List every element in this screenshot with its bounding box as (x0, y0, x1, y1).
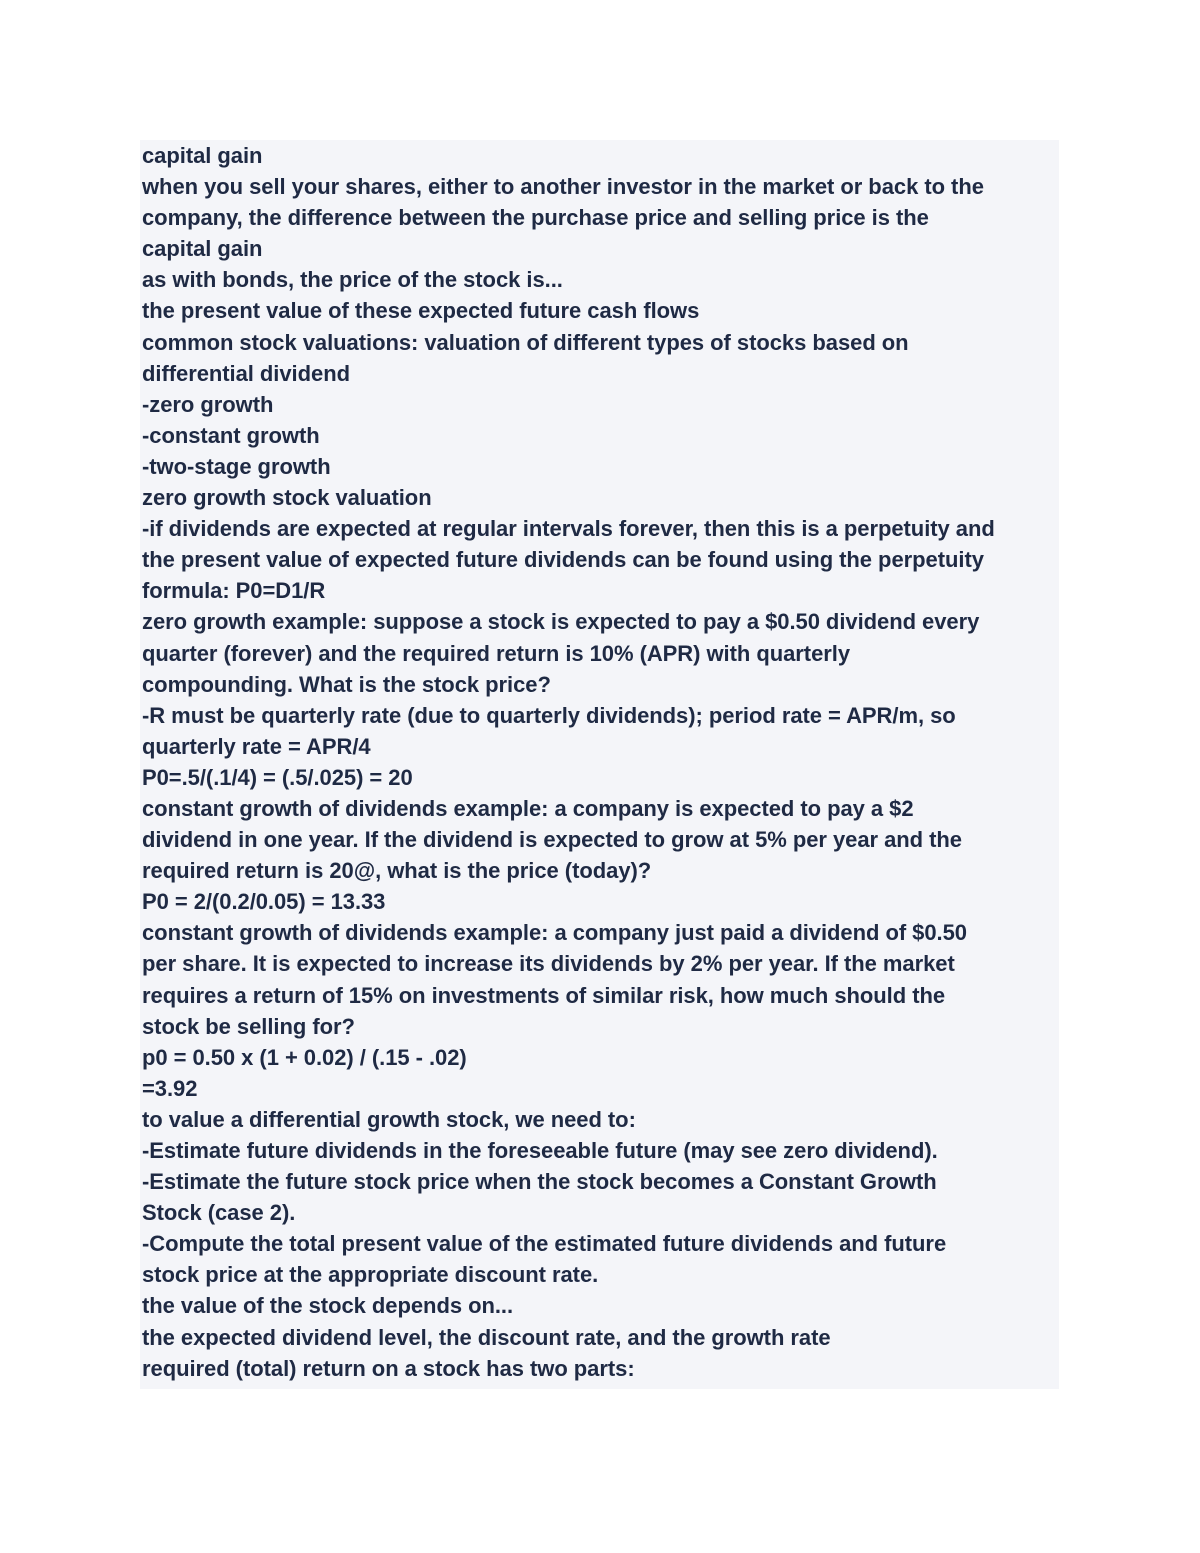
text-line: constant growth of dividends example: a company is expected to pay a $2 (142, 795, 914, 821)
text-line: formula: P0=D1/R (142, 578, 326, 604)
text-line: when you sell your shares, either to another investor in the market or back to the (142, 174, 984, 200)
text-line: compounding. What is the stock price? (142, 671, 551, 697)
text-line: -Compute the total present value of the estimated future dividends and future (142, 1231, 947, 1257)
text-line: -Estimate future dividends in the foreseeable future (may see zero dividend). (142, 1138, 938, 1163)
text-line: quarterly rate = APR/4 (142, 733, 371, 759)
text-line: per share. It is expected to increase its dividends by 2% per year. If the market (142, 951, 955, 977)
text-line: dividend in one year. If the dividend is expected to grow at 5% per year and the (142, 827, 962, 853)
text-line: -zero growth (142, 391, 274, 417)
text-line: -Estimate the future stock price when the stock becomes a Constant Growth (142, 1169, 937, 1195)
text-line: the expected dividend level, the discount rate, and the growth rate (142, 1324, 831, 1350)
text-line: common stock valuations: valuation of different types of stocks based on (142, 329, 909, 355)
text-line: -R must be quarterly rate (due to quarterly dividends); period rate = APR/m, so (142, 702, 956, 728)
text-line: stock price at the appropriate discount rate. (142, 1262, 599, 1288)
text-line: capital gain (142, 236, 263, 262)
text-line: the present value of expected future dividends can be found using the perpetuity (142, 547, 984, 573)
text-line: quarter (forever) and the required return is 10% (APR) with quarterly (142, 640, 851, 666)
text-line: to value a differential growth stock, we need to: (142, 1106, 636, 1132)
text-line: P0 = 2/(0.2/0.05) = 13.33 (142, 889, 386, 915)
text-line: company, the difference between the purchase price and selling price is the (142, 205, 929, 231)
text-line: requires a return of 15% on investments of similar risk, how much should the (142, 982, 946, 1008)
text-line: -constant growth (142, 422, 320, 448)
text-line: required (total) return on a stock has two parts: (142, 1355, 635, 1381)
text-line: zero growth example: suppose a stock is expected to pay a $0.50 dividend every (142, 609, 980, 635)
text-line: =3.92 (142, 1075, 198, 1101)
text-line: required return is 20@, what is the price (today)? (142, 858, 652, 884)
text-line: P0=.5/(.1/4) = (.5/.025) = 20 (142, 764, 413, 790)
text-line: zero growth stock valuation (142, 485, 432, 511)
text-line: capital gain (142, 143, 263, 168)
text-line: -two-stage growth (142, 453, 331, 479)
text-line: differential dividend (142, 360, 350, 386)
text-line: as with bonds, the price of the stock is... (142, 267, 563, 293)
text-line: constant growth of dividends example: a company just paid a dividend of $0.50 (142, 920, 967, 946)
text-line: Stock (case 2). (142, 1200, 296, 1226)
text-line: -if dividends are expected at regular intervals forever, then this is a perpetuity and (142, 516, 995, 542)
text-line: stock be selling for? (142, 1013, 355, 1039)
study-notes-block (140, 140, 1059, 1389)
text-line: the present value of these expected future cash flows (142, 298, 700, 324)
text-line: the value of the stock depends on... (142, 1293, 514, 1319)
text-line: p0 = 0.50 x (1 + 0.02) / (.15 - .02) (142, 1044, 467, 1070)
